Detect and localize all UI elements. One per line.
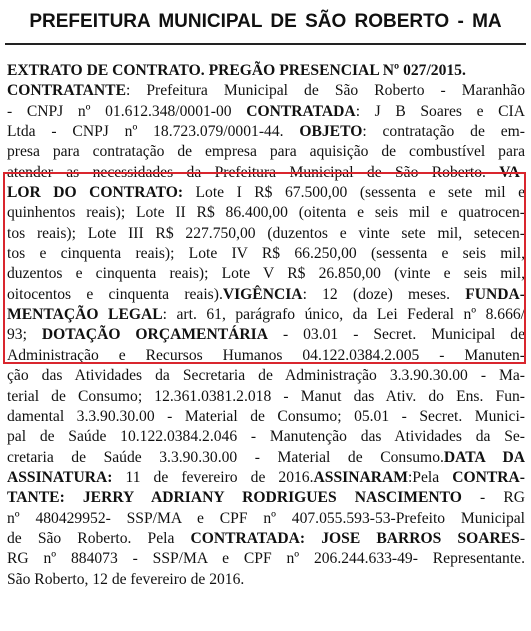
text-line [7,183,525,203]
text-segment: Lote I R$ 67.500,00 (sessenta e sete mil e [183,184,525,202]
bold-text-segment: CONTRATADA: JOSE BARROS SOARES [190,529,520,547]
text-segment: : 12 (doze) meses. [302,285,466,303]
text-line [7,325,525,345]
text-segment: RG nº 884073 - SSP/MA e CPF nº 206.244.633-49- Representante. [7,550,525,568]
text-segment: 11 de fevereiro de 2016. [112,468,314,486]
text-segment: presa para contratação de empresa para aquisição de combustível para [7,143,525,161]
bold-text-segment: CONTRATADA [246,102,356,120]
bold-text-segment: DATA DA [443,448,525,466]
text-line [7,366,525,386]
bold-text-segment: OBJETO [299,123,363,141]
text-line [7,570,525,590]
text-segment: cretaria de Saúde 3.3.90.30.00 - Material de Consumo. [7,448,444,466]
text-segment: atender as necessidades da Prefeitura Municipal de São Roberto. [7,163,500,181]
text-segment: - CNPJ nº 01.612.348/0001-00 [7,102,247,120]
text-line [7,448,525,468]
bold-text-segment: ASSINARAM [313,468,408,486]
text-segment: : art. 61, parágrafo único, da Lei Federal nº 8.666/ [162,306,525,324]
bold-text-segment: LOR DO CONTRATO: [7,184,184,202]
text-segment: - [519,529,525,547]
bold-text-segment: CONTRA- [452,468,525,486]
bold-text-segment: TANTE: JERRY ADRIANY RODRIGUES NASCIMENTO [7,489,462,507]
text-line [7,163,525,183]
bold-text-segment: DOTAÇÃO ORÇAMENTÁRIA [41,326,268,344]
text-segment: oitocentos e cinquenta reais). [7,285,223,303]
contract-extract-text [7,61,525,590]
bold-text-segment: FUNDA- [465,285,525,303]
bold-text-segment: VIGÊNCIA [222,285,303,303]
header-divider [5,43,526,45]
text-segment: quinhentos reais); Lote II R$ 86.400,00 (oitenta e seis mil e quatrocen- [7,204,525,222]
text-segment: pal de Saúde 10.122.0384.2.046 - Manutenção das Atividades da Se- [7,428,525,446]
text-line [7,387,525,407]
text-line [7,61,525,81]
text-line [7,81,525,101]
text-segment: Administração e Recursos Humanos 04.122.0384.2.005 - Manuten- [7,346,525,364]
text-line [7,244,525,264]
text-segment: tos reais); Lote III R$ 227.750,00 (duzentos e vinte sete mil, setecen- [7,224,525,242]
text-segment: duzentos e cinquenta reais); Lote V R$ 26.850,00 (vinte e seis mil, [7,265,525,283]
text-segment: :Pela [407,468,453,486]
text-line [7,102,525,122]
page-title: PREFEITURA MUNICIPAL DE SÃO ROBERTO - MA [29,11,502,32]
text-segment: - 03.01 - Secret. Municipal de [267,326,525,344]
text-line [7,224,525,244]
text-line [7,488,525,508]
text-segment: 93; [7,326,42,344]
text-line [7,142,525,162]
text-line [7,264,525,284]
text-line [7,529,525,549]
text-segment: terial de Consumo; 12.361.0381.2.018 - Manut das Ativ. do Ens. Fun- [7,387,525,405]
bold-text-segment: CONTRATANTE [7,82,126,100]
text-line [7,549,525,569]
text-segment: : Prefeitura Municipal de São Roberto - Maranhão [126,82,525,100]
text-line [7,468,525,488]
bold-text-segment: EXTRATO DE CONTRATO. PREGÃO PRESENCIAL Nº 027/2015. [7,62,466,79]
bold-text-segment: MENTAÇÃO LEGAL [7,306,163,324]
text-line [7,285,525,305]
text-line [7,122,525,142]
text-segment: tos e cinquenta reais); Lote IV R$ 66.250,00 (sessenta e seis mil, [7,245,525,263]
text-segment: Ltda - CNPJ nº 18.723.079/0001-44. [7,123,300,141]
text-segment: damental 3.3.90.30.00 - Material de Consumo; 05.01 - Secret. Munici- [7,407,525,425]
text-segment: de São Roberto. Pela [7,529,191,547]
text-line [7,407,525,427]
bold-text-segment: VA- [499,163,525,181]
text-segment: - RG [461,489,525,507]
text-segment: : contratação de em- [362,123,525,141]
text-segment: : J B Soares e CIA [355,102,525,120]
text-line [7,305,525,325]
text-line [7,203,525,223]
text-segment: São Roberto, 12 de fevereiro de 2016. [7,570,245,588]
text-line [7,427,525,447]
bold-text-segment: ASSINATURA: [7,468,113,486]
text-segment: ção das Atividades da Secretaria de Administração 3.3.90.30.00 - Ma- [7,367,525,385]
text-line [7,346,525,366]
text-line [7,509,525,529]
text-segment: nº 480429952- SSP/MA e CPF nº 407.055.593-53-Prefeito Municipal [7,509,525,527]
